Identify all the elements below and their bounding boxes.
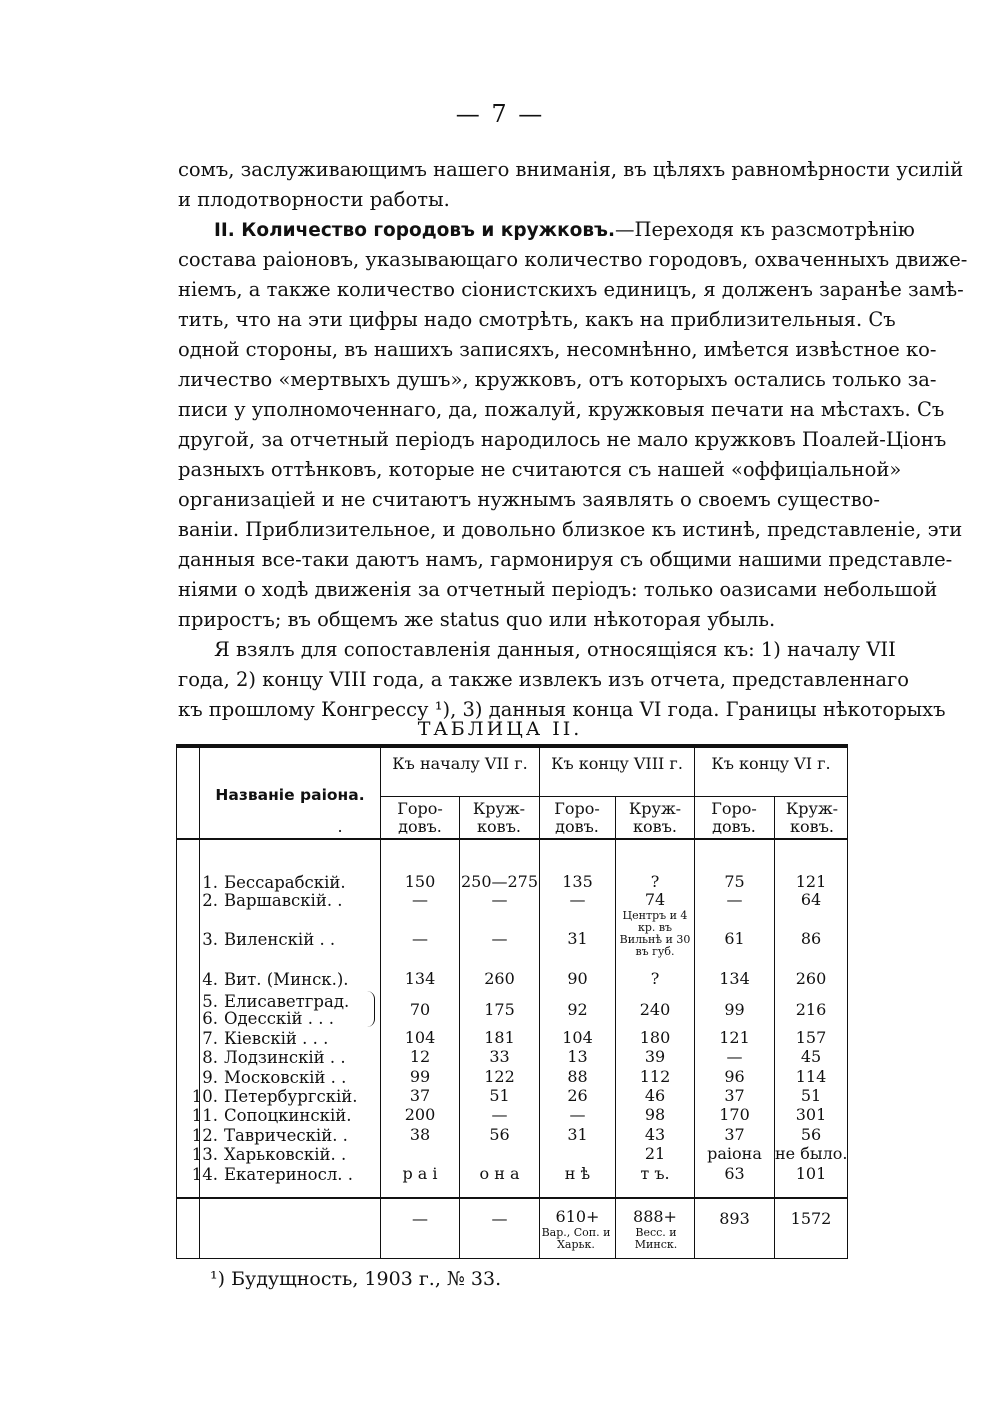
- row-number: 5.: [202, 992, 218, 1011]
- cell-k2: 240: [639, 1000, 671, 1019]
- cell-c3: —: [726, 890, 743, 909]
- body-line: тить, что на эти цифры надо смотрѣть, какъ на приблизительныя. Съ: [178, 308, 896, 331]
- cell-k3: 121: [795, 872, 827, 891]
- cell-c1: 37: [409, 1086, 431, 1105]
- body-line: другой, за отчетный періодъ народилось не мало кружковъ Поалей-Ціонъ: [178, 428, 947, 451]
- cell-k3: не было.: [775, 1144, 848, 1163]
- district-name: [182, 1087, 378, 1107]
- cell-c1: 70: [409, 1000, 431, 1019]
- district-label: Лодзинскій . .: [224, 1048, 346, 1067]
- cell-k2: 21: [644, 1144, 666, 1163]
- name-column-header: Названіе раіона.: [215, 786, 365, 804]
- row-number: 2.: [202, 891, 218, 910]
- col-rule: [615, 796, 616, 1258]
- cell-c3: 96: [724, 1067, 745, 1086]
- group-header-end-VI: Къ концу VI г.: [711, 754, 831, 773]
- body-line-rest: —Переходя къ разсмотрѣнію: [614, 218, 915, 241]
- district-name: [182, 891, 378, 911]
- cell-k2: 98: [644, 1105, 666, 1124]
- cell-c2: —: [569, 890, 586, 909]
- cities-header: Горо-довъ.: [397, 799, 443, 836]
- body-line: одной стороны, въ нашихъ записяхъ, несомнѣнно, имѣется извѣстное ко-: [178, 338, 937, 361]
- cell-c2: 92: [567, 1000, 588, 1019]
- row-number: 7.: [202, 1029, 218, 1048]
- cell-c3: раіона: [707, 1144, 762, 1163]
- body-line: личество «мертвыхъ душъ», кружковъ, отъ которыхъ остались только за-: [178, 368, 937, 391]
- district-name: [182, 1009, 378, 1029]
- cell-c2: 104: [562, 1028, 593, 1047]
- district-label: Вит. (Минск.).: [224, 970, 349, 989]
- district-label: Варшавскій. .: [224, 891, 343, 910]
- total-circles-VIII-note: Весс. и Минск.: [634, 1226, 678, 1251]
- body-line: писи у уполномоченнаго, да, пожалуй, кружковыя печати на мѣстахъ. Съ: [178, 398, 945, 421]
- cell-k3: 301: [795, 1105, 827, 1124]
- district-name: [182, 1106, 378, 1126]
- body-line: сомъ, заслуживающимъ нашего вниманія, въ цѣляхъ равномѣрности усилій: [178, 158, 964, 181]
- cell-k3: 56: [800, 1125, 822, 1144]
- section-heading: II. Количество городовъ и кружковъ.: [214, 220, 615, 241]
- cell-c1: 12: [409, 1047, 431, 1066]
- name-header-dot: .: [337, 817, 343, 836]
- district-label: Одесскій . . .: [224, 1009, 334, 1028]
- district-label: Петербургскій.: [224, 1087, 358, 1106]
- body-line: разныхъ оттѣнковъ, которые не считаются съ нашей «оффиціальной»: [178, 458, 902, 481]
- cell-k2: 39: [644, 1047, 666, 1066]
- cell-c2: 88: [567, 1067, 588, 1086]
- row-number: 10.: [191, 1087, 218, 1106]
- district-name: [182, 970, 378, 990]
- cell-c2: 31: [567, 929, 588, 948]
- cell-k3: 101: [795, 1164, 827, 1183]
- cell-c3: —: [726, 1047, 743, 1066]
- cell-k1: 51: [489, 1086, 510, 1105]
- cell-k2: 180: [639, 1028, 671, 1047]
- cell-c3: 37: [724, 1125, 745, 1144]
- circles-header: Круж-ковъ.: [472, 799, 526, 836]
- row-number: 8.: [202, 1048, 218, 1067]
- header-bottom-rule: [176, 838, 848, 840]
- district-label: Екатериносл. .: [224, 1165, 354, 1184]
- cell-c1: 150: [404, 872, 436, 891]
- table-title: ТАБЛИЦА II.: [417, 718, 583, 740]
- cell-k3: 114: [795, 1067, 827, 1086]
- cell-k3: 51: [800, 1086, 822, 1105]
- cell-c3: 170: [719, 1105, 750, 1124]
- cell-c1: 38: [409, 1125, 431, 1144]
- totals-rule: [176, 1197, 848, 1199]
- body-line: состава раіоновъ, указывающаго количество городовъ, охваченныхъ движе-: [178, 248, 968, 271]
- cell-c2: 26: [567, 1086, 588, 1105]
- cell-c1: —: [412, 890, 428, 909]
- col-rule: [774, 796, 775, 1258]
- cell-c2: 135: [562, 872, 593, 891]
- cell-k2: ?: [650, 969, 660, 988]
- district-label: Таврическій. .: [224, 1126, 348, 1145]
- cell-c2: 13: [567, 1047, 588, 1066]
- body-line: ваніи. Приблизительное, и довольно близкое къ истинѣ, представленіе, эти: [178, 518, 963, 541]
- district-name: [182, 1068, 378, 1088]
- cell-k3: 64: [800, 890, 822, 909]
- cell-k2: 43: [644, 1125, 666, 1144]
- cell-c3: 63: [724, 1164, 745, 1183]
- cell-c2: —: [569, 1105, 586, 1124]
- district-name: [182, 1029, 378, 1049]
- district-label: Виленскій . .: [224, 930, 336, 949]
- district-name: [182, 873, 378, 893]
- body-line: ніями о ходѣ движенія за отчетный періодъ: только оазисами небольшой: [178, 578, 938, 601]
- cell-k1: 181: [484, 1028, 515, 1047]
- cell-k2: 46: [644, 1086, 666, 1105]
- cell-c3: 75: [724, 872, 745, 891]
- cell-c1: 99: [409, 1067, 431, 1086]
- total-cities-VIII-note: Вар., Соп. и Харьк.: [541, 1226, 611, 1251]
- cell-c2: 90: [567, 969, 588, 988]
- subheader-rule: [380, 796, 848, 797]
- body-line: года, 2) концу VIII года, а также извлекъ изъ отчета, представленнаго: [178, 668, 909, 691]
- body-line: ніемъ, а также количество сіонистскихъ единицъ, я долженъ заранѣе замѣ-: [178, 278, 964, 301]
- district-label: Бессарабскій.: [224, 873, 346, 892]
- cell-k1: 33: [489, 1047, 510, 1066]
- total-circles-VIII: 888+: [633, 1207, 677, 1226]
- cell-k2: Центръ и 4 кр. въ Вильнѣ и 30 въ губ.: [619, 909, 691, 958]
- district-label: Московскій . .: [224, 1068, 347, 1087]
- cell-c1: —: [412, 929, 428, 948]
- cell-k1: 250—275: [460, 872, 539, 891]
- district-name: [182, 1145, 378, 1165]
- cities-header: Горо-довъ.: [554, 799, 600, 836]
- district-label: Харьковскій. .: [224, 1145, 347, 1164]
- district-label: Кіевскій . . .: [224, 1029, 329, 1048]
- group-header-end-VIII: Къ концу VIII г.: [551, 754, 683, 773]
- cell-k1: 56: [489, 1125, 510, 1144]
- body-line: приростъ; въ общемъ же status quo или нѣкоторая убыль.: [178, 608, 776, 631]
- total-cities-VI: 893: [719, 1209, 750, 1228]
- table-bottom-rule: [176, 1258, 848, 1259]
- cell-c3: 37: [724, 1086, 745, 1105]
- page-number: — 7 —: [455, 100, 545, 128]
- cell-k1: —: [491, 929, 508, 948]
- district-name: [182, 1126, 378, 1146]
- cell-c3: 134: [719, 969, 750, 988]
- cell-k3: 86: [800, 929, 822, 948]
- cell-k2: 74: [644, 890, 666, 909]
- footnote: ¹) Будущность, 1903 г., № 33.: [210, 1268, 502, 1290]
- cell-k1: —: [491, 890, 508, 909]
- district-label: Сопоцкинскій.: [224, 1106, 352, 1125]
- circles-header: Круж-ковъ.: [785, 799, 839, 836]
- cell-c3: 61: [724, 929, 745, 948]
- table-top-rule: [176, 744, 848, 748]
- cell-k1: —: [491, 1105, 508, 1124]
- district-name: [182, 930, 378, 950]
- body-line: къ прошлому Конгрессу ¹), 3) данныя конца VI года. Границы нѣкоторыхъ: [178, 698, 946, 721]
- cell-c1: 104: [404, 1028, 436, 1047]
- body-line: данныя все-таки даютъ намъ, гармонируя съ общими нашими представле-: [178, 548, 953, 571]
- row-number: 1.: [202, 873, 218, 892]
- cell-k1: 122: [484, 1067, 515, 1086]
- cell-c1: 134: [404, 969, 436, 988]
- body-line: организаціей и не считаютъ нужнымъ заявлять о своемъ существо-: [178, 488, 880, 511]
- cell-k3: 216: [795, 1000, 827, 1019]
- col-rule: [847, 744, 848, 1258]
- cell-k2: т ъ.: [640, 1164, 670, 1183]
- cell-c3: 121: [719, 1028, 750, 1047]
- cell-k1: 260: [484, 969, 515, 988]
- col-rule: [176, 744, 177, 1258]
- total-circles-VI: 1572: [790, 1209, 832, 1228]
- row-number: 13.: [191, 1145, 218, 1164]
- total-cities-VIII: 610+: [555, 1207, 600, 1226]
- cell-k1: о н а: [479, 1164, 520, 1183]
- cell-k2: ?: [650, 872, 660, 891]
- cities-header: Горо-довъ.: [711, 799, 757, 836]
- total-cities-VII: —: [412, 1209, 428, 1228]
- circles-header: Круж-ковъ.: [628, 799, 682, 836]
- body-line: и плодотворности работы.: [178, 188, 450, 211]
- district-name: [182, 1165, 378, 1185]
- row-number: 11.: [191, 1106, 218, 1125]
- section-line: [214, 214, 915, 246]
- row-number: 6.: [202, 1009, 218, 1028]
- district-label: Елисаветград.: [224, 992, 350, 1011]
- district-name: [182, 1048, 378, 1068]
- cell-c1: 200: [404, 1105, 436, 1124]
- row-number: 4.: [202, 970, 218, 989]
- cell-k3: 157: [795, 1028, 827, 1047]
- total-circles-VII: —: [491, 1209, 508, 1228]
- body-line: Я взялъ для сопоставленія данныя, относящіяся къ: 1) началу VII: [214, 638, 896, 661]
- cell-c2: 31: [567, 1125, 588, 1144]
- row-number: 14.: [191, 1165, 218, 1184]
- row-number: 3.: [202, 930, 218, 949]
- cell-k3: 45: [800, 1047, 822, 1066]
- cell-c2: н ѣ: [564, 1164, 591, 1183]
- cell-k2: 112: [639, 1067, 671, 1086]
- cell-k3: 260: [795, 969, 827, 988]
- group-header-start-VII: Къ началу VII г.: [392, 754, 528, 773]
- row-number: 12.: [191, 1126, 218, 1145]
- col-rule: [459, 796, 460, 1258]
- row-number: 9.: [202, 1068, 218, 1087]
- cell-k1: 175: [484, 1000, 515, 1019]
- cell-c3: 99: [724, 1000, 745, 1019]
- cell-c1: р а і: [402, 1164, 438, 1183]
